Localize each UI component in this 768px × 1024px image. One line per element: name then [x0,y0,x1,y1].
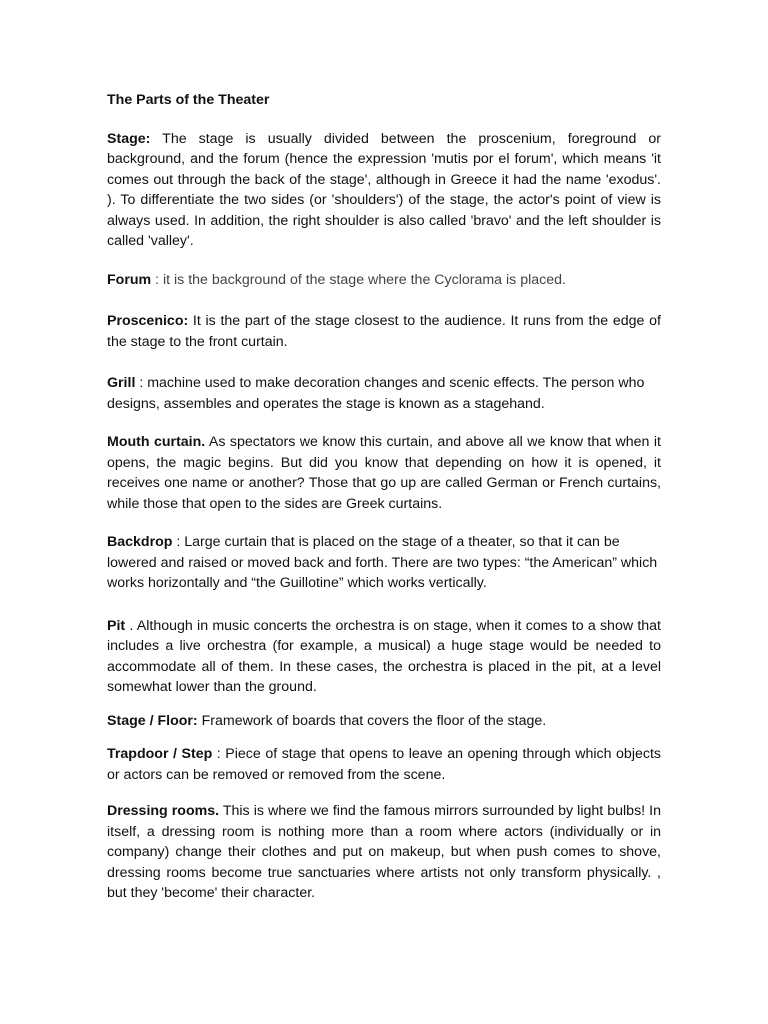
section-pit [107,616,661,698]
section-term: Dressing rooms. [107,803,220,819]
document-title: The Parts of the Theater [107,92,270,108]
section-mouth-curtain [107,432,661,514]
section-stage-floor [107,711,661,732]
section-term: Forum [107,271,152,288]
section-text: : it is the background of the stage where the Cyclorama is placed. [151,271,566,288]
section-dressing-rooms [107,801,661,904]
section-stage [107,129,661,252]
section-text: : Large curtain that is placed on the stage of a theater, so that it can be lowered and raised or moved back and forth. There are two types: “the American” which works horizontally and “the Guillotine” which works vertically. [107,534,658,591]
document-body [107,90,661,904]
section-text: . Although in music concerts the orchestra is on stage, when it comes to a show that includes a live orchestra (for example, a musical) a huge stage would be needed to accommodate all of them. In these cases, the orchestra is placed in the pit, at a level somewhat lower than the ground. [107,617,661,695]
section-term: Trapdoor / Step [107,746,213,762]
section-text: Framework of boards that covers the floor of the stage. [197,712,547,729]
section-term: Mouth curtain. [107,434,206,450]
section-text: : machine used to make decoration changes and scenic effects. The person who designs, assembles and operates the stage is known as a stagehand. [107,375,645,412]
section-term: Stage: [107,130,151,147]
section-trapdoor [107,744,661,785]
section-grill [107,373,661,414]
section-proscenico [107,311,661,352]
section-backdrop [107,532,661,594]
section-forum [107,270,661,291]
section-term: Backdrop [107,534,173,550]
section-term: Pit [107,617,126,634]
section-text: It is the part of the stage closest to the audience. It runs from the edge of the stage to the front curtain. [107,313,661,350]
section-term: Proscenico: [107,313,189,329]
section-term: Stage / Floor: [107,712,198,729]
section-text: The stage is usually divided between the proscenium, foreground or background, and the forum (hence the expression 'mutis por el forum', which means 'it comes out through the back of the stage', although in Greece it had the name 'exodus'. ). To differentiate the two sides (or 'shoulders') of the stage, the actor's point of view is always used. In addition, the right shoulder is also called 'bravo' and the left shoulder is called 'valley'. [107,130,661,249]
section-text: As spectators we know this curtain, and above all we know that when it opens, the magic begins. But did you know that depending on how it is opened, it receives one name or another? Those that go up are called German or French curtains, while those that open to the sides are Greek curtains. [107,434,661,512]
section-text: : Piece of stage that opens to leave an opening through which objects or actors can be removed or removed from the scene. [107,746,661,783]
section-text: This is where we find the famous mirrors surrounded by light bulbs! In itself, a dressing room is nothing more than a room where actors (individually or in company) change their clothes and put on makeup, but when push comes to shove, dressing rooms become true sanctuaries where artists not only transform physically. , but they 'become' their character. [107,803,661,901]
section-term: Grill [107,375,136,391]
